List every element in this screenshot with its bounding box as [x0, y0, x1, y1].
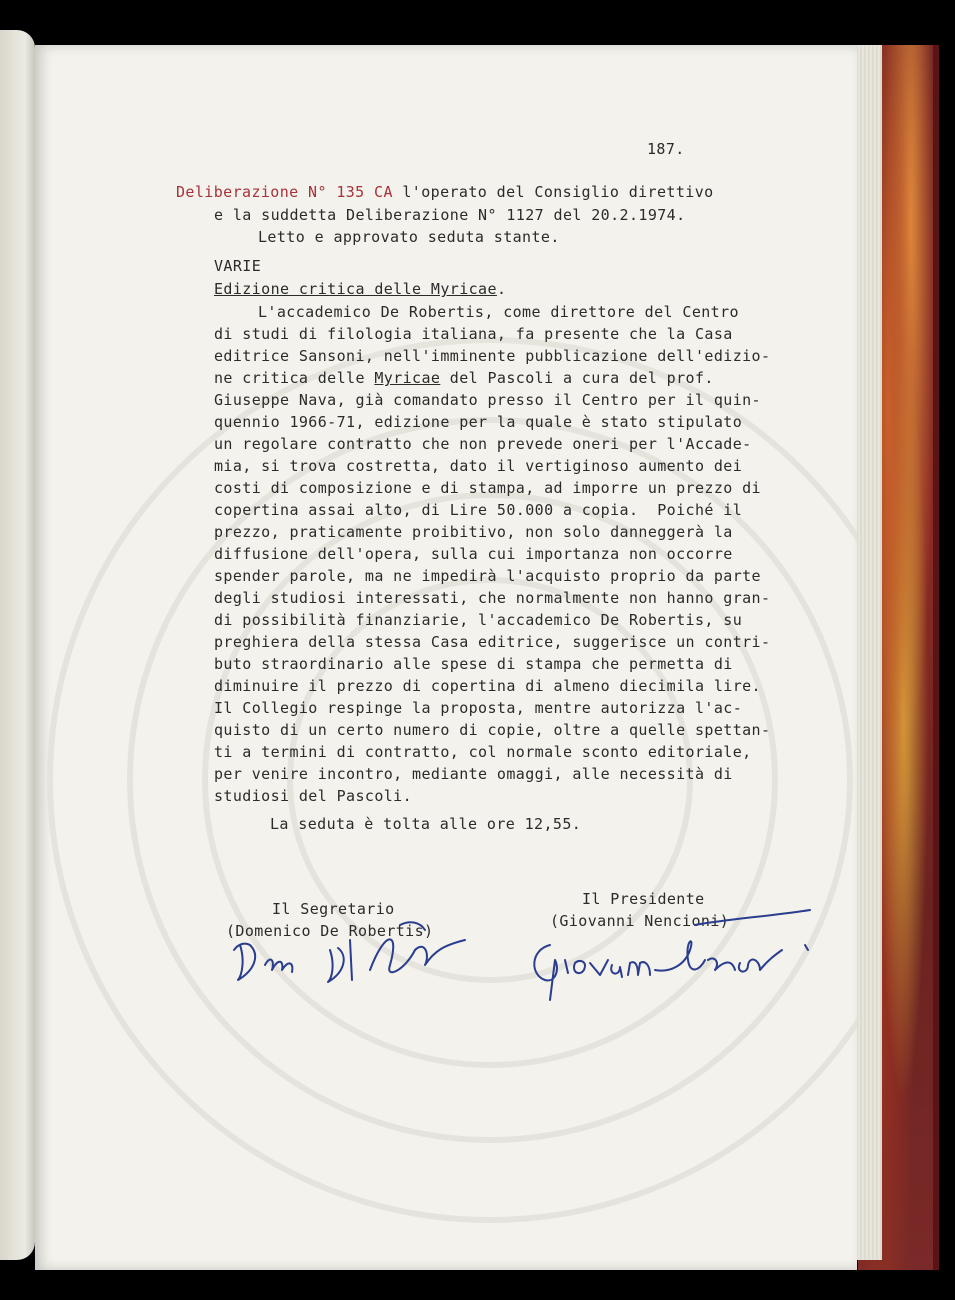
body-line-20: quisto di un certo numero di copie, oltre a quelle spettan-	[214, 721, 771, 739]
body-line-1: L'accademico De Robertis, come direttore del Centro	[258, 303, 739, 321]
body-line-9: costi di composizione e di stampa, ad imporre un prezzo di	[214, 479, 761, 497]
president-title: Il Presidente	[582, 890, 705, 908]
body-line-2: di studi di filologia italiana, fa presente che la Casa	[214, 325, 733, 343]
body-line-11: prezzo, praticamente proibitivo, non solo danneggerà la	[214, 523, 733, 541]
body-line-6: quennio 1966-71, edizione per la quale è stato stipulato	[214, 413, 743, 431]
body-line-8: mia, si trova costretta, dato il vertiginoso aumento dei	[214, 457, 743, 475]
secretary-title: Il Segretario	[272, 900, 395, 918]
body-line-4-a: ne critica delle	[214, 369, 375, 387]
body-line-21: ti a termini di contratto, col normale sconto editoriale,	[214, 743, 752, 761]
subsection-title-period: .	[496, 280, 507, 298]
body-line-13: spender parole, ma ne impedirà l'acquisto proprio da parte	[214, 567, 761, 585]
body-line-16: preghiera della stessa Casa editrice, suggerisce un contri-	[214, 633, 771, 651]
header-line-1-text: l'operato del Consiglio direttivo	[392, 183, 714, 201]
deliberation-reference: Deliberazione N° 135 CA	[176, 183, 393, 201]
body-line-12: diffusione dell'opera, sulla cui importanza non occorre	[214, 545, 733, 563]
body-line-19: Il Collegio respinge la proposta, mentre autorizza l'ac-	[214, 699, 743, 717]
body-line-5: Giuseppe Nava, già comandato presso il Centro per il quin-	[214, 391, 761, 409]
body-line-4-title: Myricae	[374, 369, 441, 387]
president-name: (Giovanni Nencioni)	[550, 912, 730, 930]
header-line-1	[176, 183, 714, 201]
section-title: VARIE	[214, 257, 262, 275]
body-line-4	[214, 369, 714, 387]
page-number: 187.	[647, 140, 685, 158]
secretary-name: (Domenico De Robertis)	[226, 922, 434, 940]
body-line-10: copertina assai alto, di Lire 50.000 a copia. Poiché il	[214, 501, 743, 519]
body-line-15: di possibilità finanziarie, l'accademico De Robertis, su	[214, 611, 743, 629]
body-line-17: buto straordinario alle spese di stampa che permetta di	[214, 655, 733, 673]
body-line-18: diminuire il prezzo di copertina di almeno diecimila lire.	[214, 677, 761, 695]
body-line-22: per venire incontro, mediante omaggi, alle necessità di	[214, 765, 733, 783]
body-line-4-c: del Pascoli a cura del prof.	[440, 369, 714, 387]
closing-line: La seduta è tolta alle ore 12,55.	[270, 815, 582, 833]
body-line-14: degli studiosi interessati, che normalmente non hanno gran-	[214, 589, 771, 607]
header-line-2: e la suddetta Deliberazione N° 1127 del 20.2.1974.	[214, 206, 686, 224]
header-line-3: Letto e approvato seduta stante.	[258, 228, 560, 246]
body-line-23: studiosi del Pascoli.	[214, 787, 413, 805]
subsection-title	[214, 280, 506, 298]
subsection-title-text: Edizione critica delle Myricae	[214, 280, 497, 298]
body-line-7: un regolare contratto che non prevede oneri per l'Accade-	[214, 435, 752, 453]
body-line-3: editrice Sansoni, nell'imminente pubblicazione dell'edizio-	[214, 347, 771, 365]
previous-page-edge	[0, 30, 35, 1260]
